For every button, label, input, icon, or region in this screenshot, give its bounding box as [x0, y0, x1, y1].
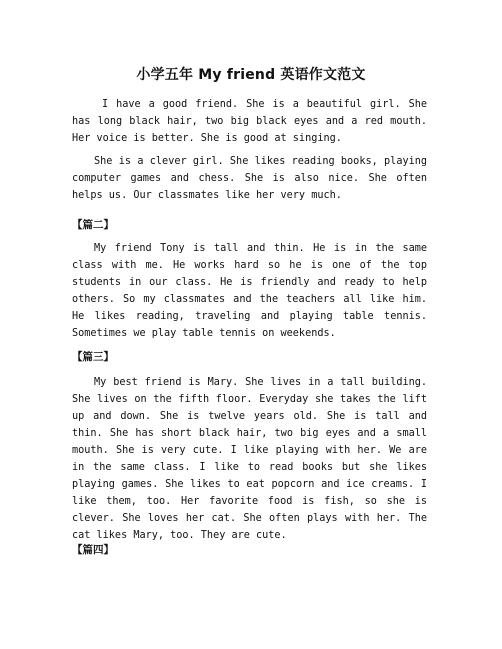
paragraph: My friend Tony is tall and thin. He is in the same class with me. He works hard so he is one of the top students in our class. He is friendly and ready to help others. So my classmates and the teachers all like him. He likes reading, traveling and playing table tennis. Sometimes we play table tennis on weekends. — [72, 243, 427, 339]
section-2-body — [72, 240, 427, 342]
paragraph: I have a good friend. She is a beautiful girl. She has long black hair, two big black eyes and a red mouth. Her voice is better. She is good at singing. — [72, 99, 427, 144]
paragraph: She is a clever girl. She likes reading books, playing computer games and chess. She is also nice. She often helps us. Our classmates like her very much. — [72, 156, 427, 201]
section-heading: 【篇二】 — [72, 219, 114, 231]
section-heading: 【篇三】 — [72, 351, 114, 363]
section-heading: 【篇四】 — [72, 544, 114, 556]
section-3-body — [72, 374, 427, 544]
section-1-body — [72, 96, 427, 204]
paragraph: My best friend is Mary. She lives in a tall building. She lives on the fifth floor. Everyday she takes the lift up and down. She is twelve years old. She is tall and thin. She has short black hair, two big eyes and a small mouth. She is very cute. I like playing with her. We are in the same class. I like to read books but she likes playing games. She likes to eat popcorn and ice creams. I like them, too. Her favorite food is fish, so she is clever. She loves her cat. She often plays with her. The cat likes Mary, too. They are cute. — [72, 377, 427, 541]
document-title: 小学五年 My friend 英语作文范文 — [136, 67, 366, 83]
